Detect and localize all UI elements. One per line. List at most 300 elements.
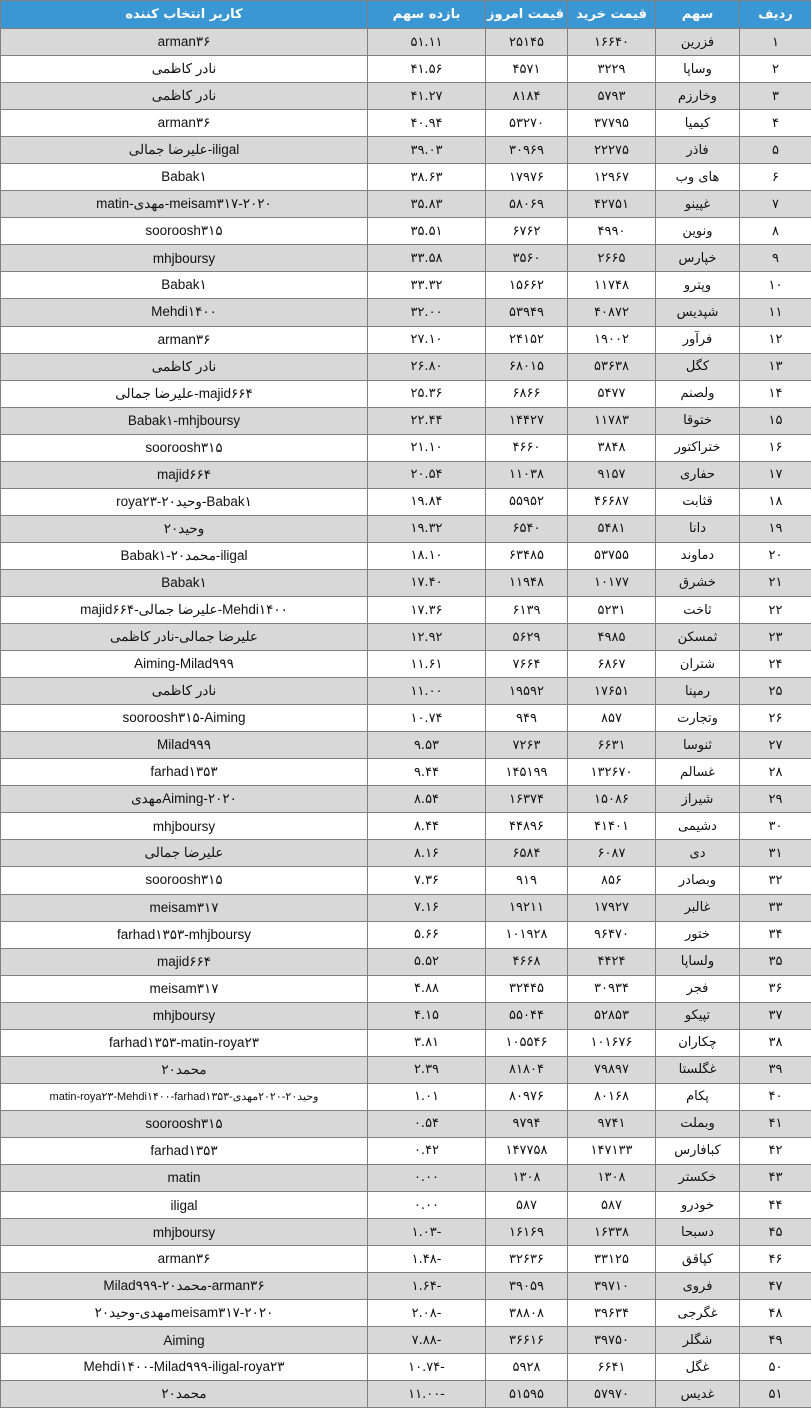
cell-stock: ثمسکن — [656, 624, 740, 651]
cell-today-price: ۲۴۱۵۲ — [486, 326, 568, 353]
cell-return: -۱.۰۳ — [368, 1219, 486, 1246]
cell-stock: خکستر — [656, 1164, 740, 1191]
table-row — [1, 29, 811, 56]
cell-return: ۹.۵۳ — [368, 732, 486, 759]
cell-stock: قثابت — [656, 488, 740, 515]
cell-buy-price: ۶۶۴۱ — [568, 1354, 656, 1381]
cell-today-price: ۳۰۹۶۹ — [486, 137, 568, 164]
cell-row-no: ۱۲ — [740, 326, 811, 353]
cell-buy-price: ۲۲۲۷۵ — [568, 137, 656, 164]
cell-buy-price: ۱۰۱۷۷ — [568, 569, 656, 596]
cell-stock: ثاخت — [656, 596, 740, 623]
cell-users: محمد۲۰ — [1, 1381, 368, 1408]
cell-stock: شتران — [656, 651, 740, 678]
cell-return: -۱.۶۴ — [368, 1273, 486, 1300]
cell-row-no: ۲۷ — [740, 732, 811, 759]
cell-buy-price: ۱۱۷۴۸ — [568, 272, 656, 299]
cell-today-price: ۶۳۴۸۵ — [486, 542, 568, 569]
cell-buy-price: ۶۶۳۱ — [568, 732, 656, 759]
cell-users: majid۶۶۴ — [1, 948, 368, 975]
cell-today-price: ۳۶۶۱۶ — [486, 1327, 568, 1354]
cell-today-price: ۱۴۵۱۹۹ — [486, 759, 568, 786]
cell-today-price: ۶۵۸۴ — [486, 840, 568, 867]
cell-users: sooroosh۳۱۵ — [1, 1110, 368, 1137]
cell-buy-price: ۱۴۷۱۳۳ — [568, 1137, 656, 1164]
cell-buy-price: ۱۲۹۶۷ — [568, 164, 656, 191]
cell-buy-price: ۳۸۴۸ — [568, 434, 656, 461]
cell-buy-price: ۳۳۱۲۵ — [568, 1246, 656, 1273]
table-row — [1, 1192, 811, 1219]
table-row — [1, 705, 811, 732]
cell-users: meisam۳۱۷ — [1, 894, 368, 921]
cell-today-price: ۱۷۹۷۶ — [486, 164, 568, 191]
cell-stock: غگرجی — [656, 1300, 740, 1327]
cell-users: farhad۱۳۵۳ — [1, 1137, 368, 1164]
table-row — [1, 1164, 811, 1191]
table-row — [1, 840, 811, 867]
cell-stock: دماوند — [656, 542, 740, 569]
cell-buy-price: ۴۹۹۰ — [568, 218, 656, 245]
table-row — [1, 732, 811, 759]
cell-today-price: ۸۱۸۴ — [486, 83, 568, 110]
cell-today-price: ۵۶۲۹ — [486, 624, 568, 651]
header-row-no: ردیف — [740, 1, 811, 29]
cell-stock: کگل — [656, 353, 740, 380]
table-row — [1, 272, 811, 299]
cell-stock: فزرین — [656, 29, 740, 56]
cell-today-price: ۴۴۸۹۶ — [486, 813, 568, 840]
cell-stock: ولساپا — [656, 948, 740, 975]
cell-return: ۳۲.۰۰ — [368, 299, 486, 326]
table-row — [1, 164, 811, 191]
table-row — [1, 407, 811, 434]
cell-buy-price: ۱۱۷۸۳ — [568, 407, 656, 434]
cell-stock: غگلستا — [656, 1056, 740, 1083]
cell-return: ۴۱.۵۶ — [368, 56, 486, 83]
cell-users: sooroosh۳۱۵-Aiming — [1, 705, 368, 732]
cell-today-price: ۵۱۵۹۵ — [486, 1381, 568, 1408]
cell-buy-price: ۳۷۷۹۵ — [568, 110, 656, 137]
table-row — [1, 1381, 811, 1408]
cell-stock: ثنوسا — [656, 732, 740, 759]
cell-row-no: ۱۷ — [740, 461, 811, 488]
cell-today-price: ۱۹۵۹۲ — [486, 678, 568, 705]
cell-return: ۰.۵۴ — [368, 1110, 486, 1137]
cell-stock: دسبحا — [656, 1219, 740, 1246]
cell-return: ۵.۶۶ — [368, 921, 486, 948]
cell-stock: شگلر — [656, 1327, 740, 1354]
cell-buy-price: ۱۶۳۳۸ — [568, 1219, 656, 1246]
cell-return: ۱۲.۹۲ — [368, 624, 486, 651]
cell-row-no: ۱۱ — [740, 299, 811, 326]
cell-return: ۳.۸۱ — [368, 1029, 486, 1056]
cell-return: ۱.۰۱ — [368, 1083, 486, 1110]
table-row — [1, 245, 811, 272]
cell-stock: وتجارت — [656, 705, 740, 732]
table-row — [1, 894, 811, 921]
cell-stock: وخارزم — [656, 83, 740, 110]
table-row — [1, 1354, 811, 1381]
table-row — [1, 515, 811, 542]
cell-row-no: ۳۶ — [740, 975, 811, 1002]
cell-users: علیرضا جمالی — [1, 840, 368, 867]
cell-row-no: ۲۲ — [740, 596, 811, 623]
cell-users: Aiming-۲۰۲۰مهدی — [1, 786, 368, 813]
cell-today-price: ۱۰۵۵۴۶ — [486, 1029, 568, 1056]
cell-stock: ختوقا — [656, 407, 740, 434]
cell-return: ۸.۵۴ — [368, 786, 486, 813]
cell-buy-price: ۳۹۶۳۴ — [568, 1300, 656, 1327]
cell-row-no: ۴۶ — [740, 1246, 811, 1273]
cell-buy-price: ۱۷۹۲۷ — [568, 894, 656, 921]
cell-return: ۴۰.۹۴ — [368, 110, 486, 137]
table-row — [1, 921, 811, 948]
cell-row-no: ۴ — [740, 110, 811, 137]
table-row — [1, 488, 811, 515]
cell-buy-price: ۳۹۷۵۰ — [568, 1327, 656, 1354]
cell-row-no: ۴۳ — [740, 1164, 811, 1191]
cell-today-price: ۵۳۲۷۰ — [486, 110, 568, 137]
table-row — [1, 542, 811, 569]
cell-buy-price: ۵۲۳۱ — [568, 596, 656, 623]
cell-stock: شپدیس — [656, 299, 740, 326]
cell-today-price: ۱۰۱۹۲۸ — [486, 921, 568, 948]
table-row — [1, 975, 811, 1002]
cell-row-no: ۳۷ — [740, 1002, 811, 1029]
cell-return: ۹.۴۴ — [368, 759, 486, 786]
cell-today-price: ۱۱۹۴۸ — [486, 569, 568, 596]
table-row — [1, 651, 811, 678]
table-row — [1, 678, 811, 705]
cell-return: -۷.۸۸ — [368, 1327, 486, 1354]
cell-return: ۴.۱۵ — [368, 1002, 486, 1029]
cell-users: farhad۱۳۵۳-matin-roya۲۳ — [1, 1029, 368, 1056]
cell-today-price: ۱۴۴۲۷ — [486, 407, 568, 434]
cell-row-no: ۲۵ — [740, 678, 811, 705]
header-users: کاربر انتخاب کننده — [1, 1, 368, 29]
cell-row-no: ۴۰ — [740, 1083, 811, 1110]
cell-today-price: ۸۰۹۷۶ — [486, 1083, 568, 1110]
table-row — [1, 1300, 811, 1327]
cell-stock: فروی — [656, 1273, 740, 1300]
table-row — [1, 1083, 811, 1110]
cell-today-price: ۵۵۹۵۲ — [486, 488, 568, 515]
cell-return: ۱۸.۱۰ — [368, 542, 486, 569]
cell-users: Mehdi۱۴۰۰ — [1, 299, 368, 326]
cell-return: ۲۶.۸۰ — [368, 353, 486, 380]
cell-today-price: ۸۱۸۰۴ — [486, 1056, 568, 1083]
cell-return: -۲.۰۸ — [368, 1300, 486, 1327]
table-row — [1, 461, 811, 488]
cell-today-price: ۶۱۳۹ — [486, 596, 568, 623]
cell-stock: ولصنم — [656, 380, 740, 407]
cell-users: Aiming — [1, 1327, 368, 1354]
table-row — [1, 569, 811, 596]
cell-buy-price: ۳۲۲۹ — [568, 56, 656, 83]
cell-buy-price: ۸۵۶ — [568, 867, 656, 894]
table-row — [1, 1002, 811, 1029]
cell-users: arman۳۶-محمد۲۰-Milad۹۹۹ — [1, 1273, 368, 1300]
cell-row-no: ۷ — [740, 191, 811, 218]
cell-buy-price: ۵۲۸۵۳ — [568, 1002, 656, 1029]
cell-row-no: ۴۹ — [740, 1327, 811, 1354]
table-row — [1, 299, 811, 326]
cell-today-price: ۴۵۷۱ — [486, 56, 568, 83]
cell-return: ۴.۸۸ — [368, 975, 486, 1002]
cell-row-no: ۲۱ — [740, 569, 811, 596]
cell-users: iligal — [1, 1192, 368, 1219]
cell-stock: های وب — [656, 164, 740, 191]
cell-stock: فجر — [656, 975, 740, 1002]
cell-users: Babak۱-وحید۲۰-roya۲۳ — [1, 488, 368, 515]
header-stock: سهم — [656, 1, 740, 29]
cell-users: matin — [1, 1164, 368, 1191]
cell-today-price: ۱۶۳۷۴ — [486, 786, 568, 813]
cell-row-no: ۳۱ — [740, 840, 811, 867]
cell-return: ۲.۳۹ — [368, 1056, 486, 1083]
cell-stock: حفاری — [656, 461, 740, 488]
cell-users: نادر کاظمی — [1, 678, 368, 705]
cell-today-price: ۳۲۶۳۶ — [486, 1246, 568, 1273]
cell-stock: ختراکتور — [656, 434, 740, 461]
cell-users: meisam۳۱۷-۲۰۲۰مهدی-وحید۲۰ — [1, 1300, 368, 1327]
table-row — [1, 326, 811, 353]
header-return: بازده سهم — [368, 1, 486, 29]
cell-buy-price: ۶۰۸۷ — [568, 840, 656, 867]
cell-today-price: ۵۹۲۸ — [486, 1354, 568, 1381]
cell-buy-price: ۶۸۶۷ — [568, 651, 656, 678]
cell-buy-price: ۱۶۶۴۰ — [568, 29, 656, 56]
cell-return: ۱۰.۷۴ — [368, 705, 486, 732]
cell-row-no: ۱۴ — [740, 380, 811, 407]
cell-row-no: ۱۵ — [740, 407, 811, 434]
cell-users: mhjboursy — [1, 813, 368, 840]
table-row — [1, 1137, 811, 1164]
cell-users: Milad۹۹۹ — [1, 732, 368, 759]
cell-row-no: ۱۹ — [740, 515, 811, 542]
cell-today-price: ۹۷۹۴ — [486, 1110, 568, 1137]
cell-today-price: ۶۷۶۲ — [486, 218, 568, 245]
cell-stock: پکام — [656, 1083, 740, 1110]
cell-return: ۳۵.۵۱ — [368, 218, 486, 245]
cell-row-no: ۳۹ — [740, 1056, 811, 1083]
cell-stock: غگل — [656, 1354, 740, 1381]
header-today-price: قیمت امروز — [486, 1, 568, 29]
cell-users: Mehdi۱۴۰۰-Milad۹۹۹-iligal-roya۲۳ — [1, 1354, 368, 1381]
cell-buy-price: ۵۴۷۷ — [568, 380, 656, 407]
cell-return: ۳۹.۰۳ — [368, 137, 486, 164]
cell-return: ۷.۳۶ — [368, 867, 486, 894]
cell-users: arman۳۶ — [1, 29, 368, 56]
cell-buy-price: ۵۳۷۵۵ — [568, 542, 656, 569]
cell-row-no: ۳۰ — [740, 813, 811, 840]
cell-stock: کپاقق — [656, 1246, 740, 1273]
table-row — [1, 1219, 811, 1246]
cell-users: iligal-علیرضا جمالی — [1, 137, 368, 164]
table-row — [1, 759, 811, 786]
cell-return: ۲۱.۱۰ — [368, 434, 486, 461]
cell-users: arman۳۶ — [1, 1246, 368, 1273]
cell-today-price: ۵۸۰۶۹ — [486, 191, 568, 218]
cell-stock: ونوین — [656, 218, 740, 245]
table-row — [1, 624, 811, 651]
cell-return: ۸.۴۴ — [368, 813, 486, 840]
table-row — [1, 434, 811, 461]
cell-users: majid۶۶۴ — [1, 461, 368, 488]
cell-buy-price: ۱۵۰۸۶ — [568, 786, 656, 813]
cell-row-no: ۸ — [740, 218, 811, 245]
cell-return: ۷.۱۶ — [368, 894, 486, 921]
cell-row-no: ۵ — [740, 137, 811, 164]
table-row — [1, 56, 811, 83]
cell-today-price: ۶۵۴۰ — [486, 515, 568, 542]
cell-users: mhjboursy — [1, 245, 368, 272]
cell-return: -۱۱.۰۰ — [368, 1381, 486, 1408]
cell-today-price: ۴۶۶۸ — [486, 948, 568, 975]
cell-buy-price: ۹۷۴۱ — [568, 1110, 656, 1137]
cell-buy-price: ۱۳۰۸ — [568, 1164, 656, 1191]
cell-row-no: ۱۶ — [740, 434, 811, 461]
cell-users: Babak۱ — [1, 272, 368, 299]
cell-today-price: ۵۵۰۴۴ — [486, 1002, 568, 1029]
table-row — [1, 110, 811, 137]
cell-row-no: ۳۵ — [740, 948, 811, 975]
cell-users: arman۳۶ — [1, 110, 368, 137]
cell-buy-price: ۵۷۹۷۰ — [568, 1381, 656, 1408]
cell-today-price: ۷۲۶۳ — [486, 732, 568, 759]
cell-return: ۰.۰۰ — [368, 1192, 486, 1219]
cell-users: meisam۳۱۷-۲۰۲۰-مهدی-matin — [1, 191, 368, 218]
cell-row-no: ۲۳ — [740, 624, 811, 651]
cell-users: mhjboursy — [1, 1219, 368, 1246]
cell-users: نادر کاظمی — [1, 353, 368, 380]
cell-row-no: ۴۸ — [740, 1300, 811, 1327]
cell-users: mhjboursy — [1, 1002, 368, 1029]
cell-stock: ختور — [656, 921, 740, 948]
table-row — [1, 380, 811, 407]
cell-today-price: ۱۶۱۶۹ — [486, 1219, 568, 1246]
cell-return: ۵۱.۱۱ — [368, 29, 486, 56]
cell-return: ۲۰.۵۴ — [368, 461, 486, 488]
cell-today-price: ۲۵۱۴۵ — [486, 29, 568, 56]
cell-row-no: ۱۰ — [740, 272, 811, 299]
table-row — [1, 83, 811, 110]
table-row — [1, 353, 811, 380]
cell-stock: غالبر — [656, 894, 740, 921]
cell-buy-price: ۱۰۱۶۷۶ — [568, 1029, 656, 1056]
cell-users: farhad۱۳۵۳ — [1, 759, 368, 786]
cell-today-price: ۳۸۸۰۸ — [486, 1300, 568, 1327]
cell-row-no: ۴۱ — [740, 1110, 811, 1137]
cell-buy-price: ۳۰۹۳۴ — [568, 975, 656, 1002]
cell-return: ۵.۵۲ — [368, 948, 486, 975]
cell-today-price: ۳۵۶۰ — [486, 245, 568, 272]
table-row — [1, 1273, 811, 1300]
cell-return: ۲۲.۴۴ — [368, 407, 486, 434]
table-row — [1, 1246, 811, 1273]
header-buy-price: قیمت خرید — [568, 1, 656, 29]
cell-return: ۱۹.۳۲ — [368, 515, 486, 542]
cell-users: Mehdi۱۴۰۰-علیرضا جمالی-majid۶۶۴ — [1, 596, 368, 623]
cell-users: sooroosh۳۱۵ — [1, 218, 368, 245]
cell-buy-price: ۵۸۷ — [568, 1192, 656, 1219]
cell-row-no: ۴۵ — [740, 1219, 811, 1246]
cell-today-price: ۱۹۲۱۱ — [486, 894, 568, 921]
cell-row-no: ۳۲ — [740, 867, 811, 894]
cell-row-no: ۲۰ — [740, 542, 811, 569]
table-row — [1, 191, 811, 218]
cell-buy-price: ۵۴۸۱ — [568, 515, 656, 542]
table-row — [1, 786, 811, 813]
cell-return: ۳۳.۳۲ — [368, 272, 486, 299]
table-row — [1, 1029, 811, 1056]
cell-users: Babak۱-mhjboursy — [1, 407, 368, 434]
cell-return: -۱۰.۷۴ — [368, 1354, 486, 1381]
cell-row-no: ۲۹ — [740, 786, 811, 813]
cell-buy-price: ۴۱۴۰۱ — [568, 813, 656, 840]
cell-return: ۳۸.۶۳ — [368, 164, 486, 191]
table-row — [1, 867, 811, 894]
cell-users: sooroosh۳۱۵ — [1, 867, 368, 894]
cell-buy-price: ۴۹۸۵ — [568, 624, 656, 651]
cell-buy-price: ۵۷۹۳ — [568, 83, 656, 110]
cell-row-no: ۶ — [740, 164, 811, 191]
cell-today-price: ۷۶۶۴ — [486, 651, 568, 678]
cell-users: علیرضا جمالی-نادر کاظمی — [1, 624, 368, 651]
cell-return: ۲۷.۱۰ — [368, 326, 486, 353]
cell-buy-price: ۳۹۷۱۰ — [568, 1273, 656, 1300]
cell-buy-price: ۴۲۷۵۱ — [568, 191, 656, 218]
cell-buy-price: ۱۳۲۶۷۰ — [568, 759, 656, 786]
cell-stock: وساپا — [656, 56, 740, 83]
cell-row-no: ۲۸ — [740, 759, 811, 786]
cell-row-no: ۱۸ — [740, 488, 811, 515]
cell-return: ۱۷.۴۰ — [368, 569, 486, 596]
cell-row-no: ۳۳ — [740, 894, 811, 921]
cell-buy-price: ۵۳۶۳۸ — [568, 353, 656, 380]
cell-buy-price: ۷۹۸۹۷ — [568, 1056, 656, 1083]
cell-stock: خودرو — [656, 1192, 740, 1219]
cell-return: ۱۱.۶۱ — [368, 651, 486, 678]
cell-row-no: ۲ — [740, 56, 811, 83]
cell-stock: خپارس — [656, 245, 740, 272]
cell-users: وحید۲۰ — [1, 515, 368, 542]
cell-row-no: ۱ — [740, 29, 811, 56]
cell-return: ۳۳.۵۸ — [368, 245, 486, 272]
cell-stock: وبصادر — [656, 867, 740, 894]
cell-users: sooroosh۳۱۵ — [1, 434, 368, 461]
table-row — [1, 948, 811, 975]
cell-return: ۳۵.۸۳ — [368, 191, 486, 218]
cell-buy-price: ۹۱۵۷ — [568, 461, 656, 488]
cell-return: ۰.۴۲ — [368, 1137, 486, 1164]
cell-row-no: ۴۷ — [740, 1273, 811, 1300]
cell-stock: کیمیا — [656, 110, 740, 137]
cell-today-price: ۱۱۰۳۸ — [486, 461, 568, 488]
cell-stock: خشرق — [656, 569, 740, 596]
cell-stock: دانا — [656, 515, 740, 542]
cell-row-no: ۳۸ — [740, 1029, 811, 1056]
table-body — [1, 29, 811, 1408]
cell-stock: وپترو — [656, 272, 740, 299]
cell-users: arman۳۶ — [1, 326, 368, 353]
cell-users: نادر کاظمی — [1, 56, 368, 83]
cell-row-no: ۲۶ — [740, 705, 811, 732]
cell-today-price: ۶۸۶۶ — [486, 380, 568, 407]
cell-stock: دی — [656, 840, 740, 867]
cell-row-no: ۱۳ — [740, 353, 811, 380]
cell-buy-price: ۱۷۶۵۱ — [568, 678, 656, 705]
